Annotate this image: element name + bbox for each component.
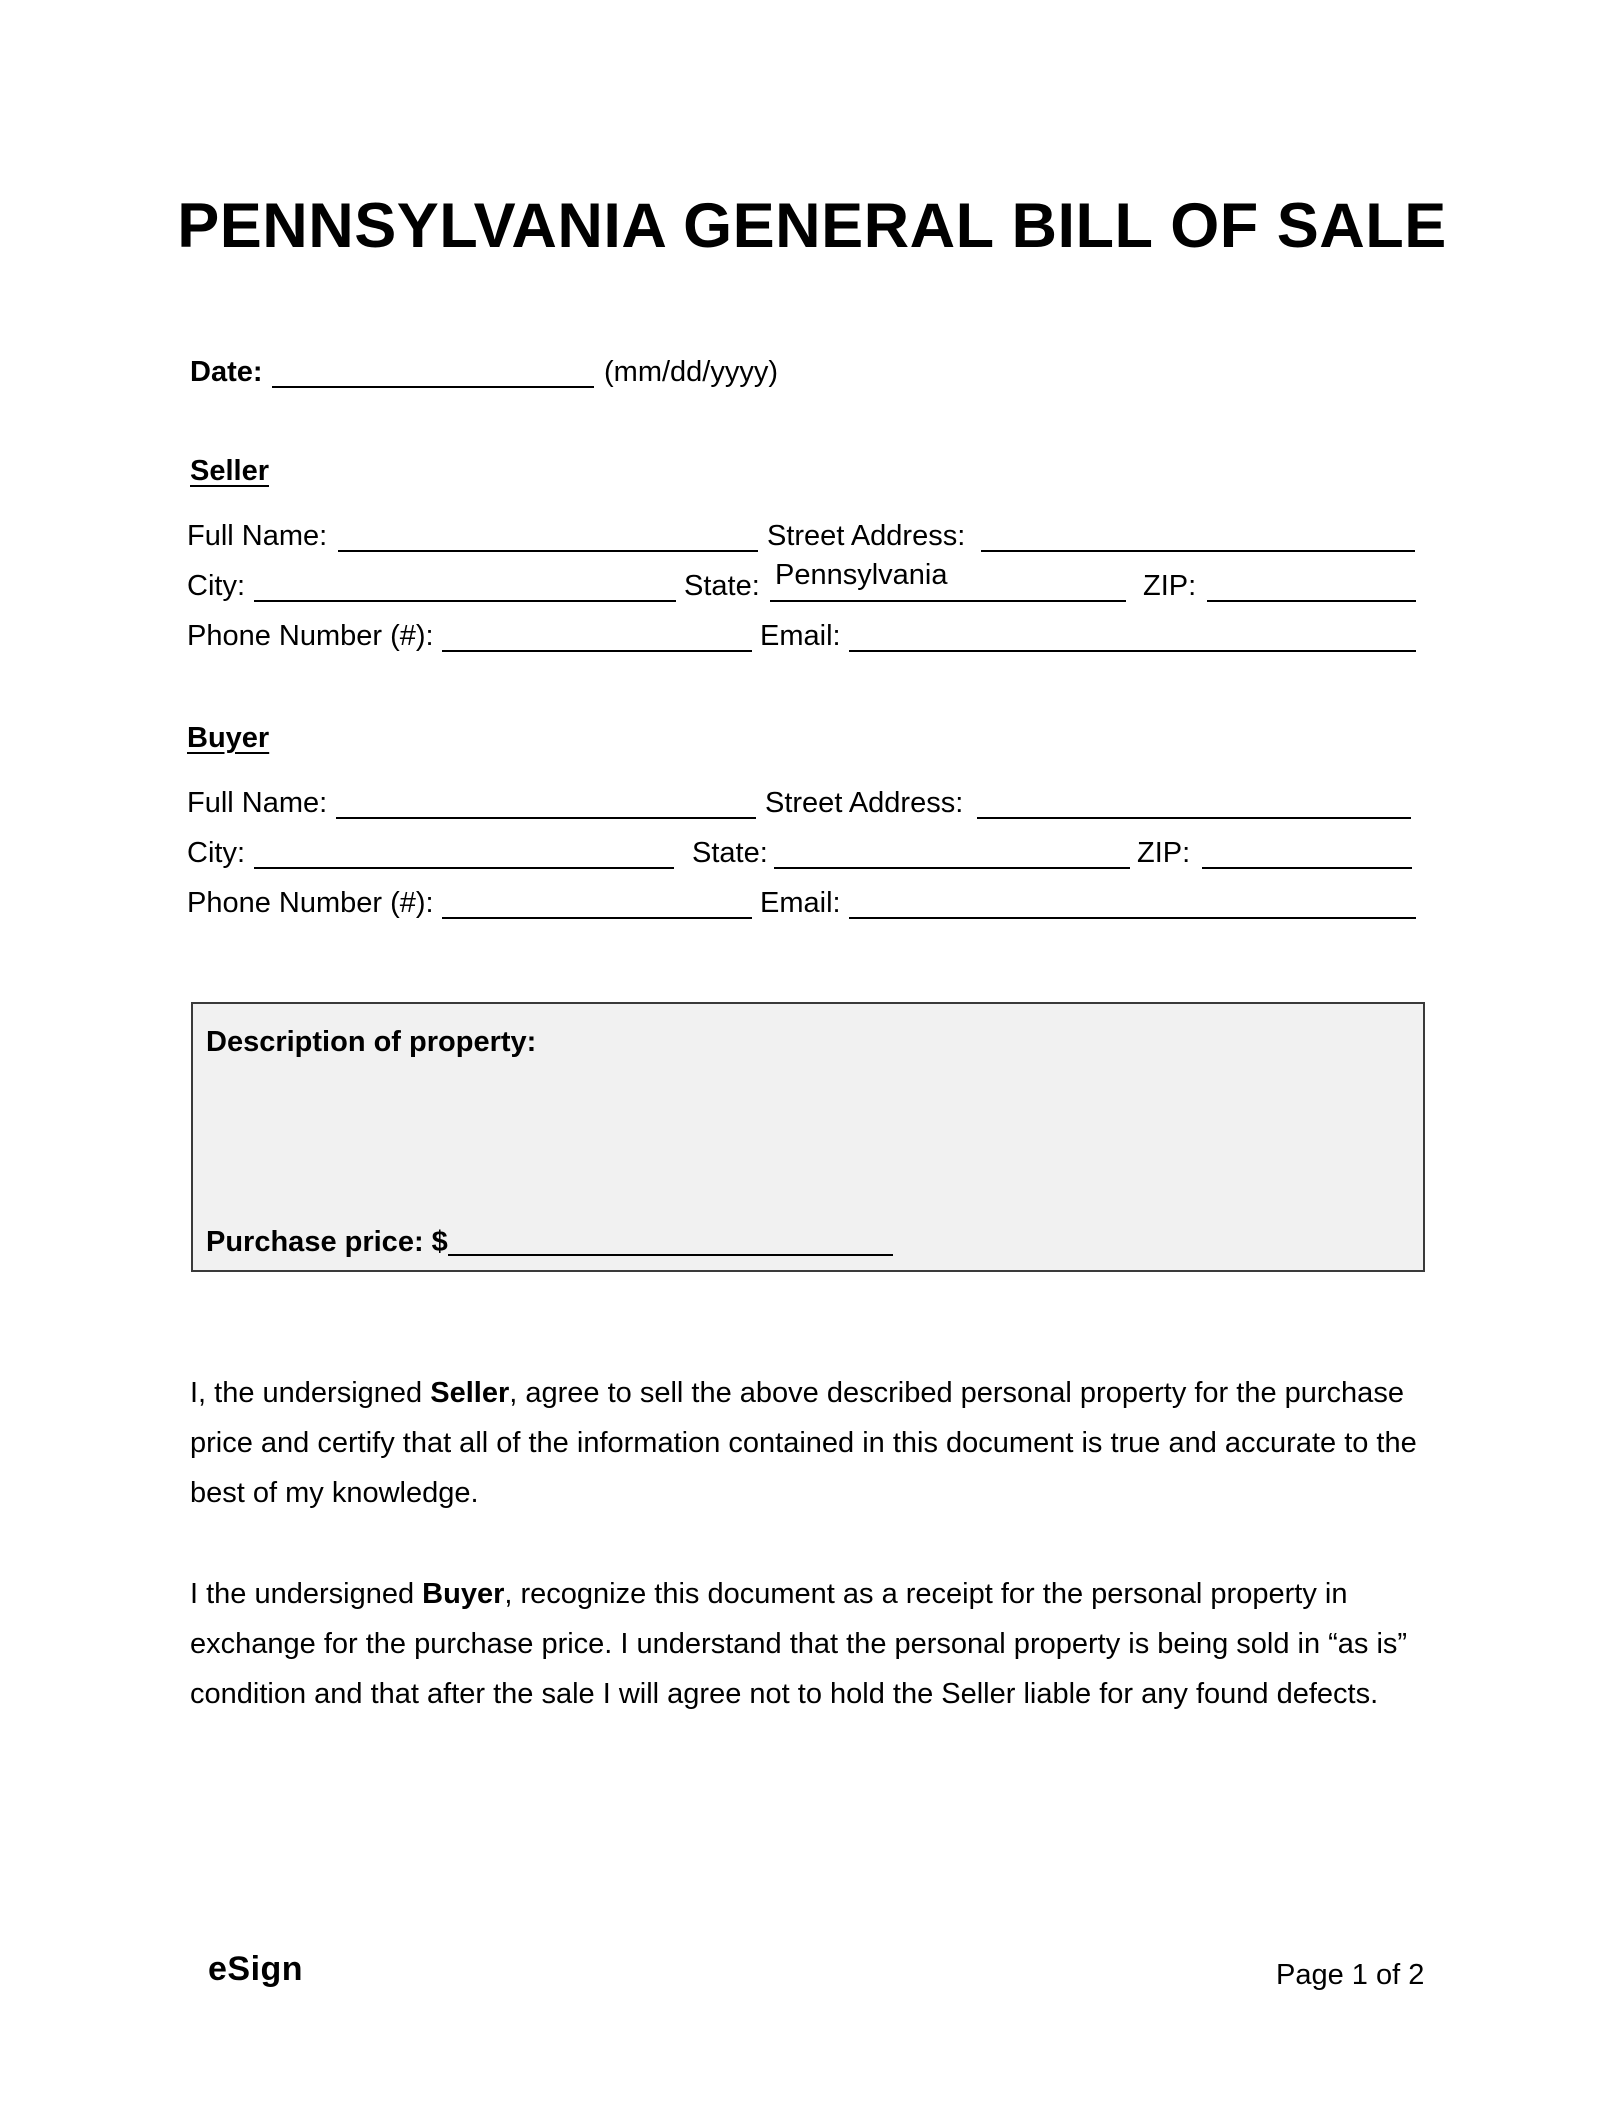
seller-full-name-label: Full Name:: [187, 520, 328, 552]
seller-email-label: Email:: [760, 620, 841, 652]
buyer-name-row: [0, 785, 1624, 825]
esign-logo: eSign: [208, 1950, 304, 1988]
buyer-statement-text-2: , recognize this document as a receipt for the personal property in exchange for the purchase price. I understand that the personal property is being sold in “as is” condition and that after the sale I will agree not to hold the Seller liable for any found defects.: [190, 1578, 1408, 1710]
buyer-state-field[interactable]: [774, 867, 1130, 869]
buyer-full-name-field[interactable]: [336, 817, 756, 819]
buyer-phone-row: [0, 885, 1624, 925]
seller-state-label: State:: [684, 570, 760, 602]
date-field[interactable]: [272, 386, 594, 388]
seller-heading: Seller: [190, 455, 269, 487]
seller-phone-label: Phone Number (#):: [187, 620, 434, 652]
seller-state-field[interactable]: [770, 600, 1126, 602]
property-box: [191, 1002, 1425, 1272]
document-title: PENNSYLVANIA GENERAL BILL OF SALE: [177, 191, 1447, 261]
purchase-price-label: Purchase price: $: [206, 1226, 448, 1258]
seller-phone-row: [0, 618, 1624, 658]
buyer-zip-field[interactable]: [1202, 867, 1412, 869]
buyer-email-field[interactable]: [849, 917, 1416, 919]
seller-city-row: [0, 559, 1624, 608]
buyer-city-field[interactable]: [254, 867, 674, 869]
seller-email-field[interactable]: [849, 650, 1416, 652]
seller-street-address-label: Street Address:: [767, 520, 966, 552]
seller-statement: [190, 1368, 1440, 1518]
buyer-city-label: City:: [187, 837, 245, 869]
seller-zip-label: ZIP:: [1143, 570, 1197, 602]
seller-state-value: Pennsylvania: [775, 559, 948, 591]
date-format-hint: (mm/dd/yyyy): [604, 356, 778, 388]
buyer-phone-label: Phone Number (#):: [187, 887, 434, 919]
buyer-heading: Buyer: [187, 722, 270, 754]
page-number: Page 1 of 2: [1276, 1959, 1425, 1991]
buyer-statement: [190, 1569, 1440, 1719]
buyer-zip-label: ZIP:: [1137, 837, 1191, 869]
buyer-phone-field[interactable]: [442, 917, 752, 919]
seller-zip-field[interactable]: [1207, 600, 1416, 602]
seller-city-field[interactable]: [254, 600, 676, 602]
seller-statement-text-2: , agree to sell the above described personal property for the purchase price and certify that all of the information contained in this document is true and accurate to the best of my knowledge.: [190, 1377, 1417, 1509]
property-description-label: Description of property:: [206, 1026, 537, 1058]
buyer-city-row: [0, 835, 1624, 875]
buyer-statement-text-1: I the undersigned: [190, 1578, 423, 1610]
buyer-email-label: Email:: [760, 887, 841, 919]
seller-phone-field[interactable]: [442, 650, 752, 652]
property-description-field[interactable]: [206, 1074, 1406, 1184]
seller-name-row: [0, 518, 1624, 558]
buyer-statement-bold: Buyer: [422, 1578, 505, 1610]
buyer-state-label: State:: [692, 837, 768, 869]
purchase-price-field[interactable]: [448, 1254, 893, 1256]
buyer-street-address-field[interactable]: [977, 817, 1411, 819]
date-label: Date:: [190, 356, 263, 388]
date-row: [0, 354, 1624, 394]
seller-statement-text-1: I, the undersigned: [190, 1377, 431, 1409]
buyer-full-name-label: Full Name:: [187, 787, 328, 819]
seller-city-label: City:: [187, 570, 245, 602]
seller-street-address-field[interactable]: [981, 550, 1415, 552]
seller-statement-bold: Seller: [430, 1377, 510, 1409]
buyer-street-address-label: Street Address:: [765, 787, 964, 819]
seller-full-name-field[interactable]: [338, 550, 758, 552]
